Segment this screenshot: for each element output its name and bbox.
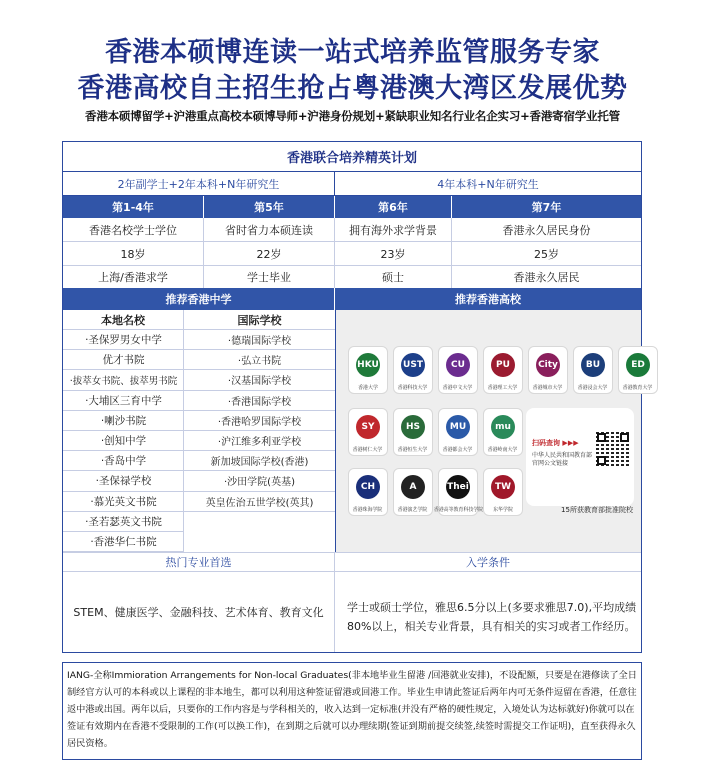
qr-code[interactable] (596, 432, 630, 466)
university-logo (438, 408, 478, 456)
university-panel (335, 310, 653, 552)
university-logo (433, 468, 483, 516)
university-name: 香港都会大学 (443, 447, 473, 453)
hsuhk-crest-icon: HS (401, 415, 425, 439)
intl-school-item: ·香港哈罗国际学校 (184, 411, 335, 431)
plan-cell: 拥有海外求学背景 (335, 218, 452, 242)
hkmu-logo-icon: MU (446, 415, 470, 439)
local-school-item: ·圣保罗男女中学 (63, 330, 184, 350)
requirements-content: 学士或硕士学位，雅思6.5分以上(多要求雅思7.0),平均成绩80%以上，相关专业背景，具有相关的实习或者工作经历。 (347, 601, 637, 633)
plan-cell: 省时省力本硕连读 (204, 218, 335, 242)
plan-cell: 硕士 (335, 266, 452, 288)
local-school-item: ·大埔区三育中学 (63, 391, 184, 411)
intl-schools-list (184, 330, 335, 552)
local-school-item: ·喇沙书院 (63, 411, 184, 431)
university-logo (393, 346, 433, 394)
majors-content: STEM、健康医学、金融科技、艺术体育、教育文化 (63, 572, 335, 652)
hkbu-crest-icon: BU (581, 353, 605, 377)
plan-cell: 香港永久居民身份 (452, 218, 641, 242)
hku-crest-icon: HKU (356, 353, 380, 377)
university-logo (438, 346, 478, 394)
qr-card (526, 408, 634, 506)
col-year-7: 第7年 (452, 196, 641, 218)
university-name: 香港恒生大学 (398, 447, 428, 453)
university-name: 香港浸会大学 (578, 385, 608, 391)
intl-schools-header: 国际学校 (184, 310, 335, 330)
university-name: 香港树仁大学 (353, 447, 383, 453)
qr-scan-label: 扫码查询 ▶▶▶ (532, 439, 579, 447)
requirements-title: 入学条件 (335, 552, 641, 572)
plan-cell: 23岁 (335, 242, 452, 266)
local-school-item: 优才书院 (63, 350, 184, 370)
university-name: 东华学院 (493, 507, 513, 513)
col-year-1-4: 第1-4年 (63, 196, 204, 218)
local-school-item: ·香港华仁书院 (63, 532, 184, 552)
hkust-crest-icon: UST (401, 353, 425, 377)
university-name: 香港大学 (358, 385, 378, 391)
plan-cell: 25岁 (452, 242, 641, 266)
intl-school-item: 英皇佐治五世学校(英其) (184, 492, 335, 512)
university-name: 香港高等教育科技学院 (433, 507, 483, 513)
university-logo (393, 408, 433, 456)
local-school-item: ·圣若瑟英文书院 (63, 512, 184, 532)
plan-frame (62, 141, 653, 653)
plan-cell: 学士毕业 (204, 266, 335, 288)
page-title-line1: 香港本硕博连读一站式培养监管服务专家 (105, 37, 600, 68)
plan-title: 香港联合培养精英计划 (63, 142, 641, 172)
lingnan-logo-icon: mu (491, 415, 515, 439)
hksyu-logo-icon: SY (356, 415, 380, 439)
intl-school-item: ·汉基国际学校 (184, 370, 335, 390)
local-school-item: ·香岛中学 (63, 451, 184, 471)
intl-school-item: ·沙田学院(英基) (184, 471, 335, 491)
local-school-item: ·圣保禄学校 (63, 471, 184, 491)
track-left: 2年副学士+2年本科+N年研究生 (63, 172, 335, 196)
middle-school-title: 推荐香港中学 (63, 288, 335, 310)
university-name: 香港教育大学 (623, 385, 653, 391)
university-logo (393, 468, 433, 516)
university-logo (348, 468, 388, 516)
page-title-line2: 香港高校自主招生抢占粤港澳大湾区发展优势 (77, 73, 628, 104)
university-title: 推荐香港高校 (335, 288, 641, 310)
cityu-logo-icon: City (536, 353, 560, 377)
col-year-6: 第6年 (335, 196, 452, 218)
plan-cell: 香港名校学士学位 (63, 218, 204, 242)
tungwah-crest-icon: TW (491, 475, 515, 499)
page-subtitle: 香港本硕博留学+沪港重点高校本硕博导师+沪港身份规划+紧缺职业知名行业名企实习+香港寄宿学业托管 (85, 109, 620, 123)
polyu-crest-icon: PU (491, 353, 515, 377)
local-schools-header: 本地名校 (63, 310, 184, 330)
university-logo (618, 346, 658, 394)
majors-title: 热门专业首选 (63, 552, 335, 572)
col-year-5: 第5年 (204, 196, 335, 218)
university-name: 香港中文大学 (443, 385, 473, 391)
iang-note: IANG-全称Immioration Arrangements for Non-local Graduates(非本地毕业生留港 /回港就业安排)，不设配额，只要是在港修读了全日制经官方认可的本科或以上课程的非本地生，都可以利用这种签证留港或回港工作。毕业生申请此签证后两年内可无条件逗留在香港，任意往返中港或出国。两年以后，只要你的工作内容是与学科相关的，收入达到一定标准(并没有严格的硬性规定，入境处认为达标就好)你就可以在签证有效期内在香港不受限制的工作(可以换工作)，在到期之后就可以办理续期(签证到期前提交续签,续签时需提交工作证明)，直至获得永久居民资格。 (62, 662, 642, 760)
local-school-item: ·拔萃女书院、拔萃男书院 (63, 370, 184, 390)
local-school-item: ·慕光英文书院 (63, 492, 184, 512)
hkapa-logo-icon: A (401, 475, 425, 499)
qr-panel (526, 408, 656, 514)
thei-logo-icon: Thei (446, 475, 470, 499)
qr-desc: 中华人民共和国教育部官网公文链接 (532, 452, 593, 467)
track-right: 4年本科+N年研究生 (335, 172, 641, 196)
university-logo (528, 346, 568, 394)
cuhk-crest-icon: CU (446, 353, 470, 377)
chuhai-logo-icon: CH (356, 475, 380, 499)
intl-school-item: 新加坡国际学校(香港) (184, 451, 335, 471)
plan-cell: 香港永久居民 (513, 271, 580, 284)
university-name: 香港演艺学院 (398, 507, 428, 513)
university-name: 香港科技大学 (398, 385, 428, 391)
university-logo (573, 346, 613, 394)
plan-cell: 22岁 (204, 242, 335, 266)
university-logo (483, 408, 523, 456)
local-school-item: ·创知中学 (63, 431, 184, 451)
university-name: 香港珠海学院 (353, 507, 383, 513)
local-schools-list (63, 330, 184, 552)
university-logo (483, 468, 523, 516)
plan-cell: 18岁 (63, 242, 204, 266)
intl-school-item: ·德瑞国际学校 (184, 330, 335, 350)
university-logo (348, 408, 388, 456)
university-name: 香港城市大学 (533, 385, 563, 391)
plan-cell: 上海/香港求学 (63, 266, 204, 288)
university-name: 香港理工大学 (488, 385, 518, 391)
university-logo (348, 346, 388, 394)
qr-footer: 15所获教育部批准院校 (561, 506, 633, 514)
university-name: 香港岭南大学 (488, 447, 518, 453)
eduhk-logo-icon: ED (626, 353, 650, 377)
intl-school-item: ·沪江维多利亚学校 (184, 431, 335, 451)
intl-school-item: ·香港国际学校 (184, 391, 335, 411)
university-logo (483, 346, 523, 394)
intl-school-item: ·弘立书院 (184, 350, 335, 370)
